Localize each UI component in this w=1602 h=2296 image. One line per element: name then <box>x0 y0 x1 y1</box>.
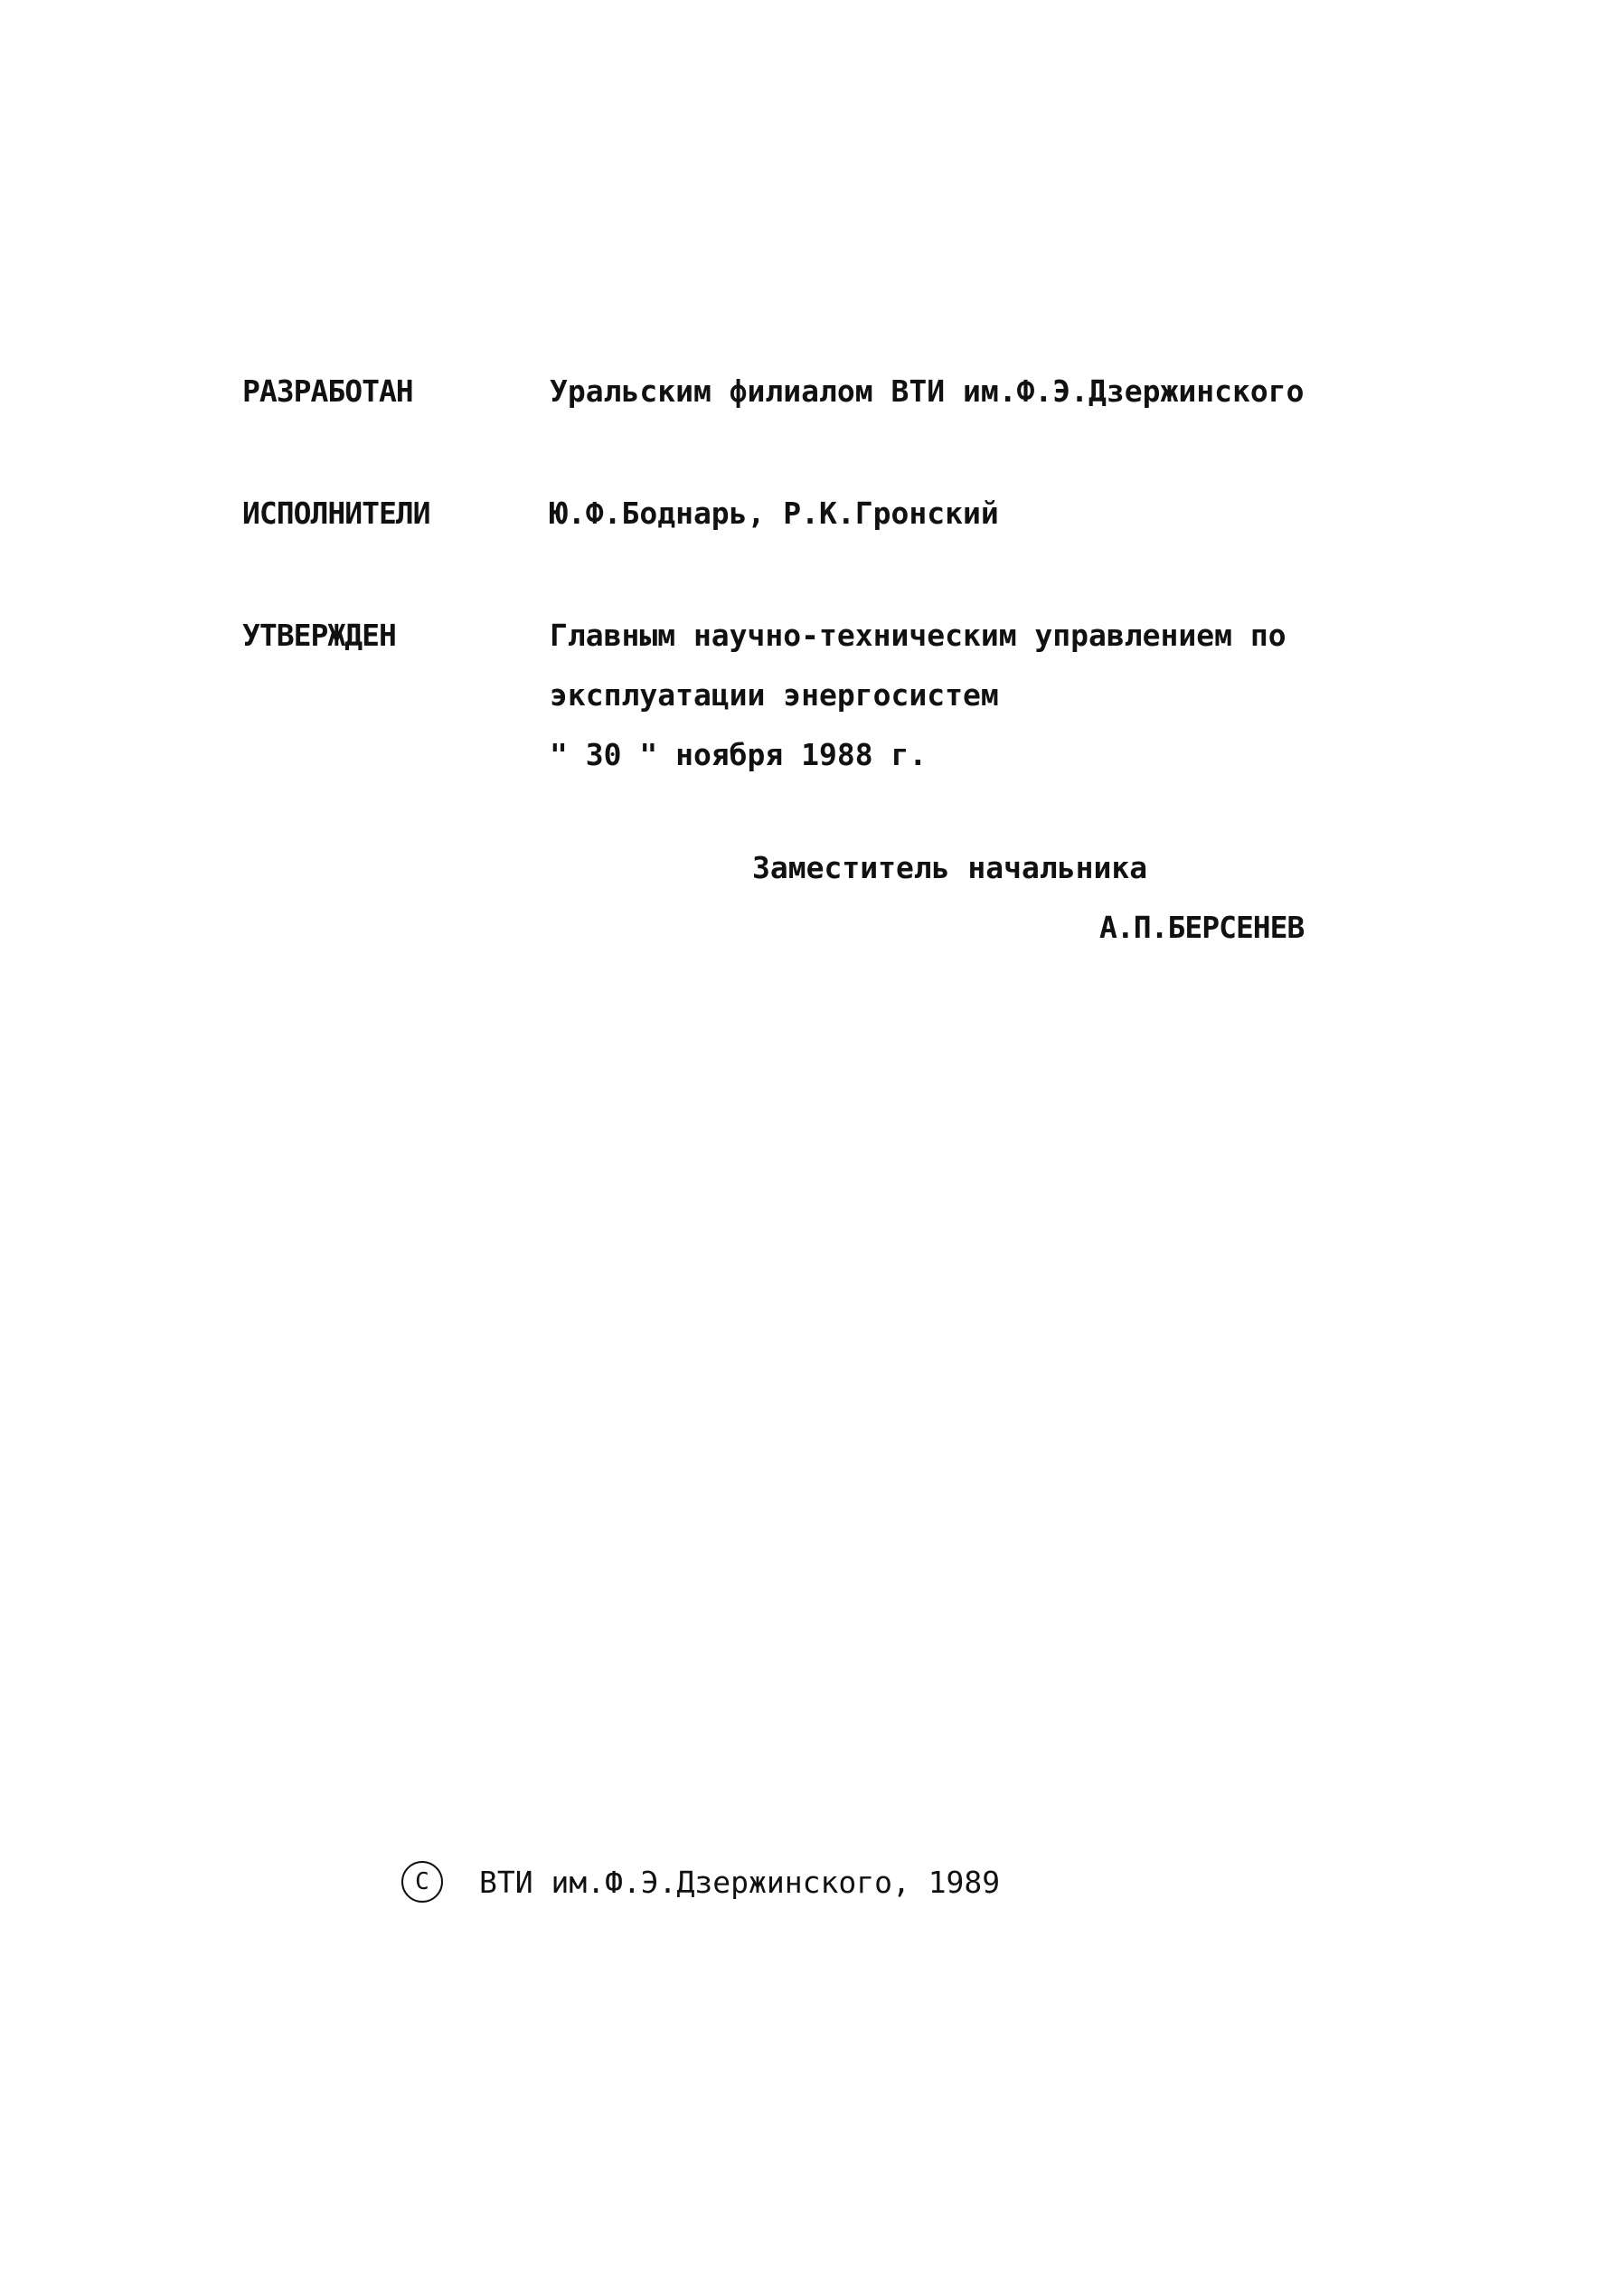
copyright-text: ВТИ им.Ф.Э.Дзержинского, 1989 <box>479 1864 1001 1900</box>
executors-line-1: Ю.Ф.Боднарь, Р.К.Гронский <box>550 496 999 531</box>
signature-name: А.П.БЕРСЕНЕВ <box>1099 910 1305 945</box>
copyright-icon: С <box>401 1861 443 1903</box>
field-label-approved: УТВЕРЖДЕН <box>242 618 396 653</box>
developed-line-1: Уральским филиалом ВТИ им.Ф.Э.Дзержинского <box>550 373 1305 409</box>
approved-line-2: эксплуатации энергосистем <box>550 677 999 713</box>
copyright-line <box>401 1852 1000 1912</box>
field-value-approved <box>550 606 1286 785</box>
field-label-executors: ИСПОЛНИТЕЛИ <box>242 496 430 531</box>
approved-line-1: Главным научно-техническим управлением по <box>550 618 1286 653</box>
signature-title: Заместитель начальника <box>752 850 1148 885</box>
field-value-developed <box>550 362 1304 421</box>
field-label-developed: РАЗРАБОТАН <box>242 373 413 409</box>
approved-line-3: " 30 " ноября 1988 г. <box>550 737 928 772</box>
field-value-executors <box>550 484 999 543</box>
